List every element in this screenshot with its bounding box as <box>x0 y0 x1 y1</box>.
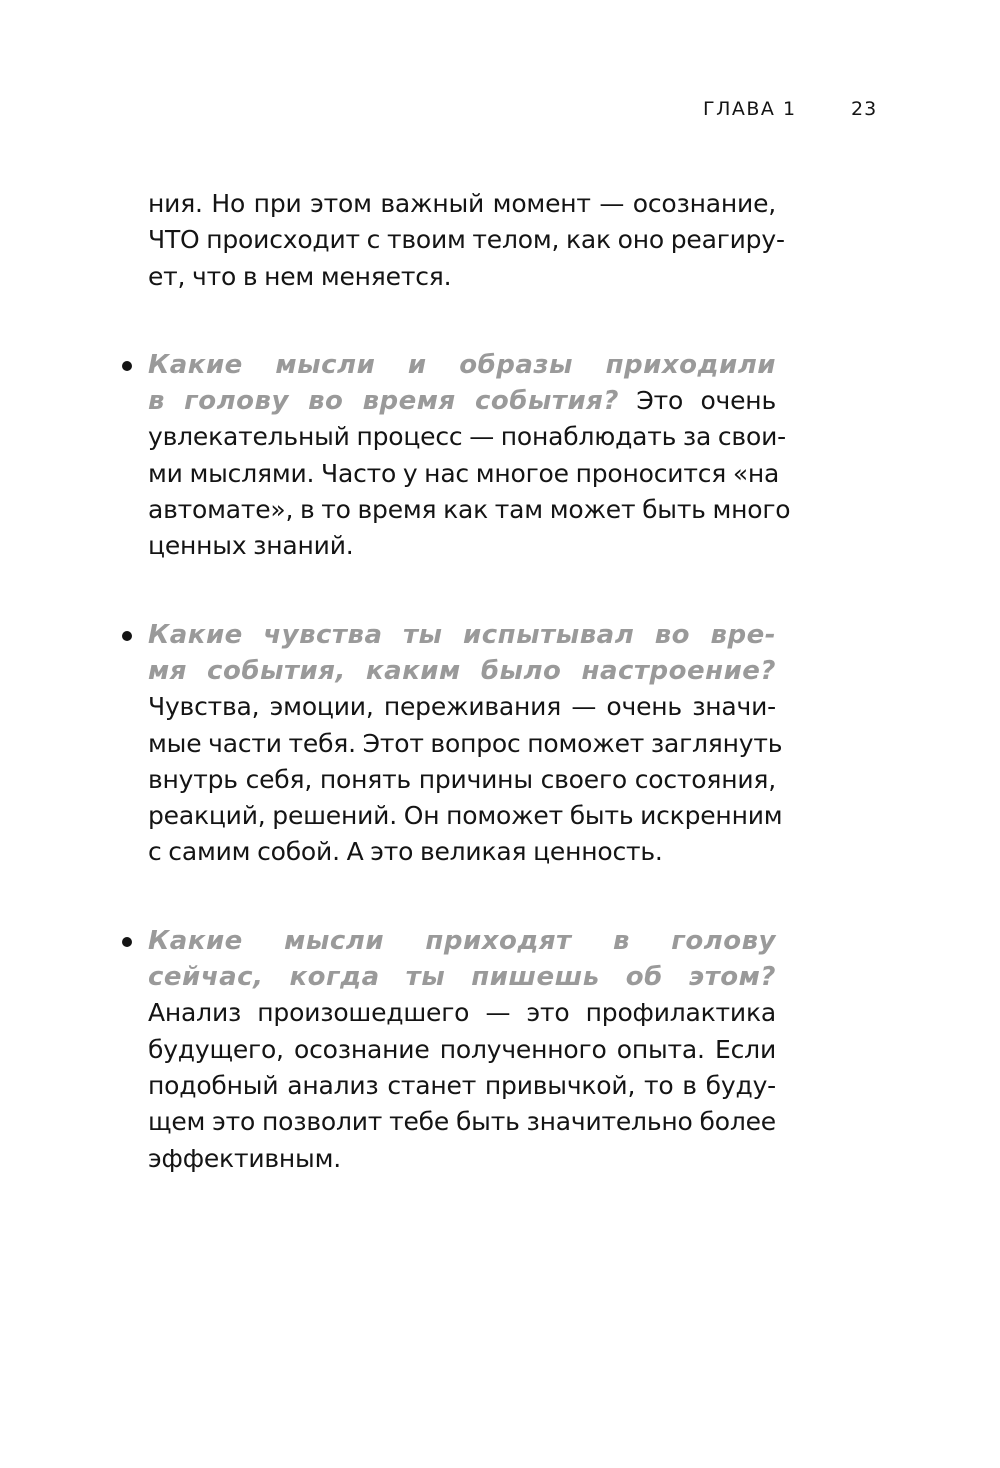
text-line: щем это позволит тебе быть значительно более <box>148 1107 776 1137</box>
text-line: ценных знаний. <box>148 531 354 561</box>
list-item <box>148 347 791 565</box>
page-number: 23 <box>851 98 878 120</box>
bullet-icon <box>122 631 132 641</box>
list-item-text <box>148 347 791 565</box>
question-text: сейчас, когда ты пишешь об этом? <box>148 962 776 993</box>
text-line: автомате», в то время как там может быть много <box>148 495 791 525</box>
list-item-text <box>148 923 776 1177</box>
text-line: увлекательный процесс — понаблюдать за свои- <box>148 422 786 452</box>
text-line: подобный анализ станет привычкой, то в буду- <box>148 1070 776 1100</box>
text-line: ЧТО происходит с твоим телом, как оно реагиру- <box>148 225 785 255</box>
list-item <box>148 617 783 871</box>
running-header <box>0 98 1000 128</box>
text-line: с самим собой. А это великая ценность. <box>148 837 663 867</box>
text-line: реакций, решений. Он поможет быть искренним <box>148 801 783 831</box>
text-line: внутрь себя, понять причины своего состояния, <box>148 764 776 794</box>
text-line: эффективным. <box>148 1143 341 1173</box>
question-line <box>148 617 776 653</box>
text-line: Анализ произошедшего — это профилактика <box>148 998 776 1028</box>
chapter-label: ГЛАВА 1 <box>703 98 797 120</box>
list-item-text <box>148 617 783 871</box>
question-line <box>148 347 776 383</box>
question-line <box>148 959 776 995</box>
question-text: Какие чувства ты испытывал во вре- <box>148 619 776 650</box>
text-line: ния. Но при этом важный момент — осознание, <box>148 189 776 218</box>
question-text: Какие мысли и образы приходили <box>148 349 776 380</box>
bullet-icon <box>122 937 132 947</box>
page-body <box>148 186 791 1177</box>
question-text: Какие мысли приходят в голову <box>148 925 776 956</box>
question-line <box>148 653 776 689</box>
body-text: Это очень <box>636 386 776 416</box>
list-item <box>148 923 776 1177</box>
question-line <box>148 383 776 419</box>
bullet-icon <box>122 361 132 371</box>
question-line <box>148 923 776 959</box>
text-line: ми мыслями. Часто у нас многое проносится «на <box>148 458 780 488</box>
intro-paragraph <box>148 186 785 295</box>
text-line: мые части тебя. Этот вопрос поможет заглянуть <box>148 728 783 758</box>
question-text: в голову во время события? <box>148 386 619 417</box>
text-line: будущего, осознание полученного опыта. Если <box>148 1034 776 1064</box>
question-text: мя события, каким было настроение? <box>148 655 776 686</box>
text-line: ет, что в нем меняется. <box>148 261 452 291</box>
text-line: Чувства, эмоции, переживания — очень значи- <box>148 692 776 722</box>
